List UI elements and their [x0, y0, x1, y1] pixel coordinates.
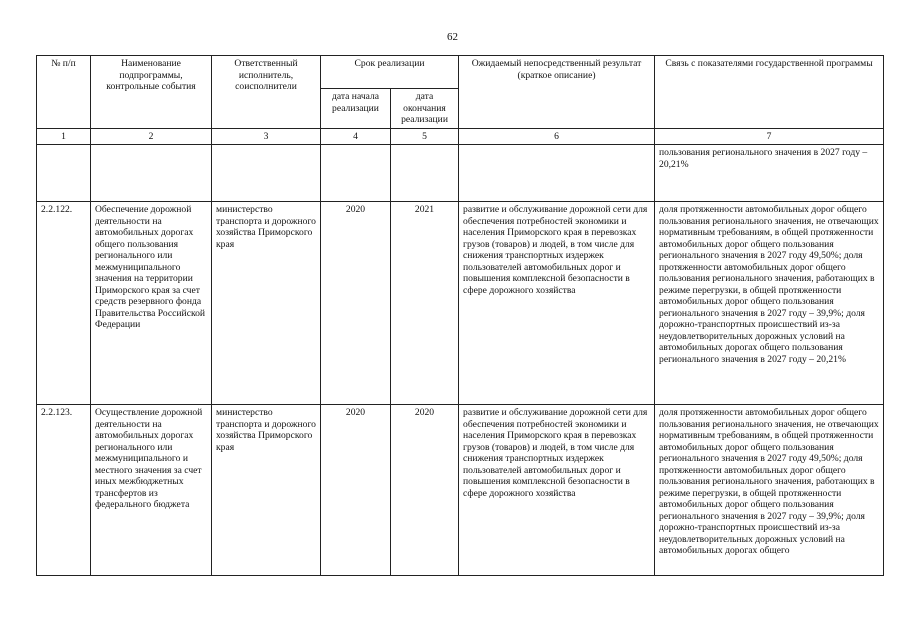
column-number: 6	[459, 128, 655, 145]
expected-result: развитие и обслуживание дорожной сети для обеспечения потребностей экономики и населения Приморского края в перевозках грузов (товаров) и людей, в том числе для снижения транспортных издержек пользователей автомобильных дорог и повышения комплексной безопасности в сфере дорожного хозяйства	[459, 405, 655, 576]
event-name: Осуществление дорожной деятельности на автомобильных дорогах регионального или межмуниципального и местного значения за счет иных межбюджетных трансфертов из федерального бюджета	[91, 405, 212, 576]
column-number: 5	[391, 128, 459, 145]
indicator-link	[655, 405, 884, 576]
header-end: дата окончания реализации	[391, 89, 459, 129]
row-number: 2.2.123.	[37, 405, 91, 576]
header-row	[37, 56, 884, 89]
page-number: 62	[447, 31, 458, 43]
executor: министерство транспорта и дорожного хозяйства Приморского края	[212, 202, 321, 405]
cell-empty	[459, 145, 655, 202]
header-start: дата начала реализации	[321, 89, 391, 129]
header-period: Срок реализации	[321, 56, 459, 89]
header-num: № п/п	[37, 56, 91, 129]
column-number: 2	[91, 128, 212, 145]
column-number: 7	[655, 128, 884, 145]
start-year: 2020	[321, 405, 391, 576]
cell-empty	[212, 145, 321, 202]
event-name: Обеспечение дорожной деятельности на автомобильных дорогах общего пользования регионального или межмуниципального значения на территории Приморского края за счет средств резервного фонда Правительства Российской Федерации	[91, 202, 212, 405]
indicator-link-text: доля протяженности автомобильных дорог общего пользования регионального значения, не отвечающих нормативным требованиям, в общей протяженности автомобильных дорог общего пользования регионального значения в 2027 году 49,50%; доля протяженности автомобильных дорог общего пользования регионального значения, работающих в режиме перегрузки, в общей протяженности автомобильных дорог общего пользования регионального значения в 2027 году – 39,9%; доля дорожно-транспортных происшествий из-за неудовлетворительных дорожных условий на автомобильных дорогах общего пользования регионального значения в 2027 году – 20,21%	[659, 204, 879, 365]
end-year: 2020	[391, 405, 459, 576]
cell-empty	[391, 145, 459, 202]
program-events-table	[36, 55, 884, 576]
cell-empty	[91, 145, 212, 202]
continuation-link-text: пользования регионального значения в 2027 году – 20,21%	[655, 145, 884, 202]
column-number: 3	[212, 128, 321, 145]
indicator-link	[655, 202, 884, 405]
table-row	[37, 405, 884, 576]
header-name: Наименование подпрограммы, контрольные события	[91, 56, 212, 129]
header-executor: Ответственный исполнитель, соисполнители	[212, 56, 321, 129]
indicator-link-text: доля протяженности автомобильных дорог общего пользования регионального значения, не отвечающих нормативным требованиям, в общей протяженности автомобильных дорог общего пользования регионального значения в 2027 году 49,50%; доля протяженности автомобильных дорог общего пользования регионального значения, работающих в режиме перегрузки, в общей протяженности автомобильных дорог общего пользования регионального значения в 2027 году – 39,9%; доля дорожно-транспортных происшествий из-за неудовлетворительных дорожных условий на автомобильных дорогах общего	[659, 407, 879, 556]
cell-empty	[321, 145, 391, 202]
start-year: 2020	[321, 202, 391, 405]
header-link: Связь с показателями государственной программы	[655, 56, 884, 129]
table-row	[37, 202, 884, 405]
cell-empty	[37, 145, 91, 202]
continuation-row	[37, 145, 884, 202]
column-number: 4	[321, 128, 391, 145]
end-year: 2021	[391, 202, 459, 405]
column-number-row	[37, 128, 884, 145]
executor: министерство транспорта и дорожного хозяйства Приморского края	[212, 405, 321, 576]
expected-result: развитие и обслуживание дорожной сети для обеспечения потребностей экономики и населения Приморского края в перевозках грузов (товаров) и людей, в том числе для снижения транспортных издержек пользователей автомобильных дорог и повышения комплексной безопасности в сфере дорожного хозяйства	[459, 202, 655, 405]
column-number: 1	[37, 128, 91, 145]
row-number: 2.2.122.	[37, 202, 91, 405]
header-result: Ожидаемый непосредственный результат (краткое описание)	[459, 56, 655, 129]
